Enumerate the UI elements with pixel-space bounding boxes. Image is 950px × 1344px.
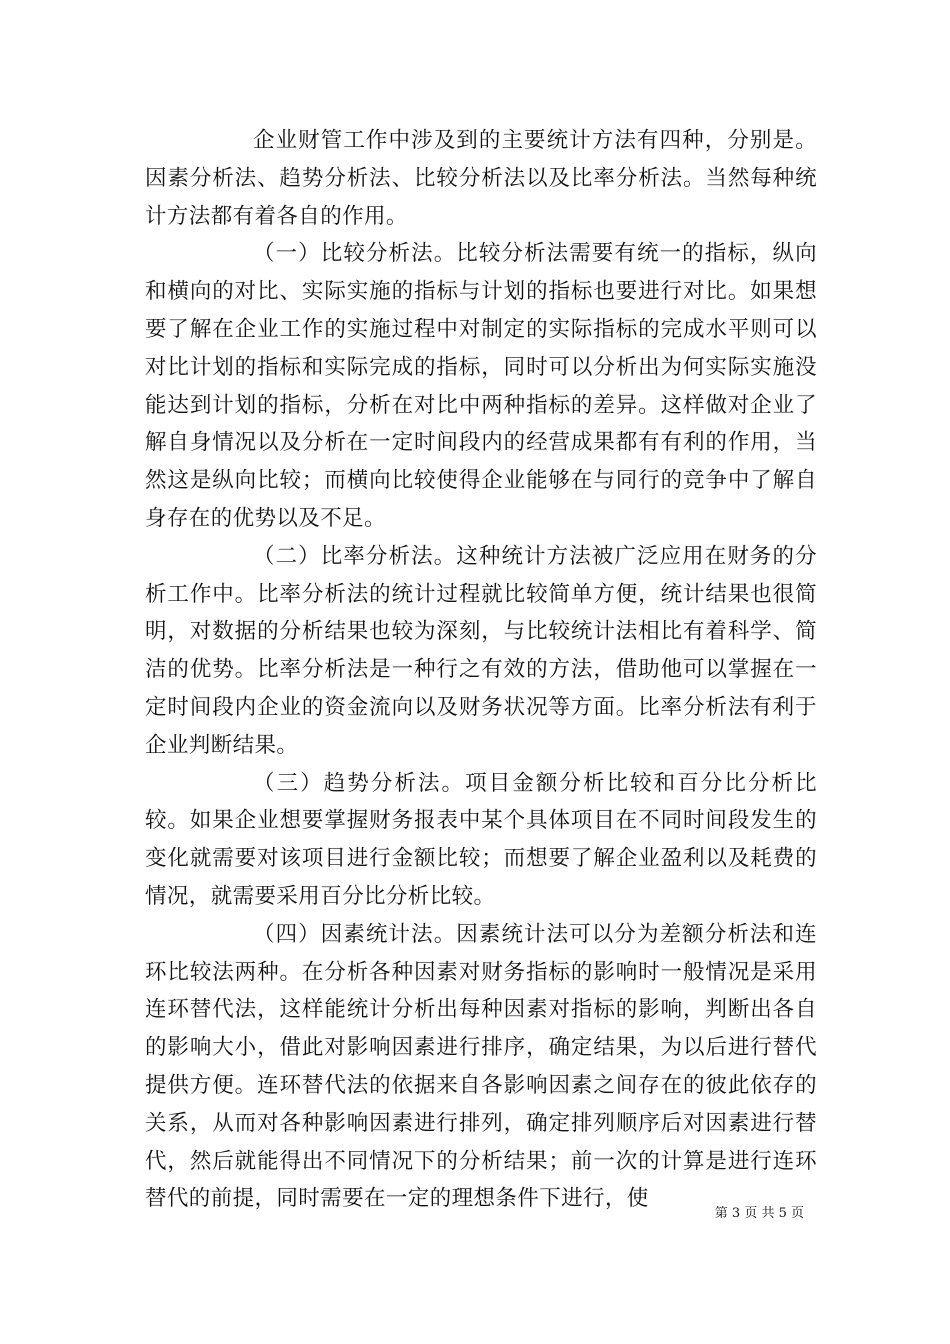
paragraph-intro: 企业财管工作中涉及到的主要统计方法有四种，分别是。因素分析法、趋势分析法、比较分析法以及比率分析法。当然每种统计方法都有着各自的作用。: [145, 128, 817, 229]
body-text: [145, 122, 817, 1218]
paragraph-comparison-analysis: （一）比较分析法。比较分析法需要有统一的指标，纵向和横向的对比、实际实施的指标与计划的指标也要进行对比。如果想要了解在企业工作的实施过程中对制定的实际指标的完成水平则可以对比计划的指标和实际完成的指标，同时可以分析出为何实际实施没能达到计划的指标，分析在对比中两种指标的差异。这样做对企业了解自身情况以及分析在一定时间段内的经营成果都有有利的作用，当然这是纵向比较；而横向比较使得企业能够在与同行的竞争中了解自身存在的优势以及不足。: [145, 241, 817, 531]
paragraph-ratio-analysis: （二）比率分析法。这种统计方法被广泛应用在财务的分析工作中。比率分析法的统计过程就比较简单方便，统计结果也很简明，对数据的分析结果也较为深刻，与比较统计法相比有着科学、简洁的优势。比率分析法是一种行之有效的方法，借助他可以掌握在一定时间段内企业的资金流向以及财务状况等方面。比率分析法有利于企业判断结果。: [145, 543, 817, 758]
paragraph-factor-analysis: （四）因素统计法。因素统计法可以分为差额分析法和连环比较法两种。在分析各种因素对财务指标的影响时一般情况是采用连环替代法，这样能统计分析出每种因素对指标的影响，判断出各自的影响大小，借此对影响因素进行排序，确定结果，为以后进行替代提供方便。连环替代法的依据来自各影响因素之间存在的彼此依存的关系，从而对各种影响因素进行排列，确定排列顺序后对因素进行替代，然后就能得出不同情况下的分析结果；前一次的计算是进行连环替代的前提，同时需要在一定的理想条件下进行，使: [145, 921, 817, 1212]
paragraph-trend-analysis: （三）趋势分析法。项目金额分析比较和百分比分析比较。如果企业想要掌握财务报表中某个具体项目在不同时间段发生的变化就需要对该项目进行金额比较；而想要了解企业盈利以及耗费的情况，就需要采用百分比分析比较。: [145, 770, 817, 909]
page-number: 第 3 页 共 5 页: [714, 1206, 804, 1221]
